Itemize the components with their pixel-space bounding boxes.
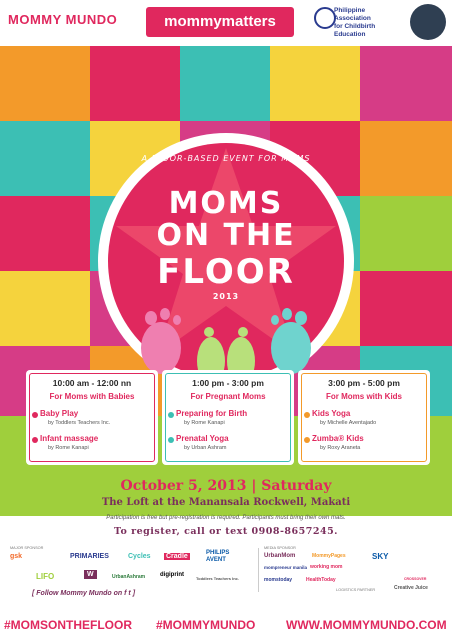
footer-hashtags	[0, 610, 452, 640]
media-logo: HealthToday	[306, 577, 336, 583]
event-tagline: A FLOOR-BASED EVENT FOR MOMS	[141, 154, 311, 163]
activity-name: Baby Play	[40, 409, 79, 418]
sponsor-logo: UrbanAshram	[112, 574, 146, 580]
sponsor-logo: Cycles	[128, 553, 151, 560]
event-title-line-1: MOMS	[168, 186, 284, 221]
sponsors-section	[0, 544, 452, 594]
bg-cell	[360, 271, 452, 346]
bg-cell	[0, 121, 90, 196]
house-logo-icon	[410, 4, 446, 40]
bg-cell	[180, 46, 270, 121]
event-title-line-2: ON THE	[156, 218, 296, 253]
logistics-logo: Creative Juice	[394, 585, 428, 591]
event-date: October 5, 2013 | Saturday	[120, 478, 332, 494]
bg-cell	[0, 196, 90, 271]
bullet-icon	[32, 412, 38, 418]
bg-cell	[0, 46, 90, 121]
sponsor-logo: PHILIPS AVENT	[206, 550, 230, 563]
bg-cell	[360, 196, 452, 271]
sponsor-logo: Cradle	[166, 553, 188, 560]
activity-host: by Rome Kanapi	[48, 445, 89, 451]
poster	[0, 46, 452, 594]
activity-name: Prenatal Yoga	[176, 434, 229, 443]
sponsor-logo: W	[84, 570, 97, 579]
activity-host: by Michelle Aventajado	[320, 420, 377, 426]
major-sponsor-label: MAJOR SPONSOR	[10, 546, 44, 550]
schedule-box-late-afternoon	[298, 370, 430, 465]
schedule-box-afternoon	[162, 370, 294, 465]
schedule-audience: For Pregnant Moms	[190, 392, 266, 401]
activity-host: by Roxy Araneta	[320, 445, 361, 451]
media-logo: UrbanMom	[264, 553, 296, 559]
activity-name: Preparing for Birth	[176, 409, 248, 418]
hashtag-mommymundo[interactable]: #MOMMYMUNDO	[156, 618, 256, 632]
activity-name: Infant massage	[40, 434, 99, 443]
event-title-line-3: FLOOR	[157, 252, 295, 292]
registration-note: Participation is free but pre-registration is required. Participants must bring their own mats.	[106, 515, 346, 521]
media-logo: momstoday	[264, 577, 293, 583]
sponsor-logo: PRIMARIES	[70, 553, 109, 560]
media-logo: MommyPages	[312, 553, 346, 559]
schedule-time: 3:00 pm - 5:00 pm	[328, 378, 400, 388]
pace-mark-icon	[314, 7, 336, 29]
bullet-icon	[168, 437, 174, 443]
pace-logo-text	[334, 7, 375, 39]
sponsor-logo: Toddlers Teachers Inc.	[196, 576, 239, 581]
mommy-matters-logo: mommymatters	[146, 7, 294, 37]
media-logo: SKY	[372, 552, 389, 561]
bg-cell	[90, 46, 180, 121]
pace-logo	[312, 5, 400, 41]
sponsor-logo: gsk	[10, 553, 23, 560]
pace-line-3: for Childbirth	[334, 23, 376, 30]
schedule-time: 1:00 pm - 3:00 pm	[192, 378, 264, 388]
media-logo: mompreneur manila	[264, 565, 308, 570]
sponsor-logo: digiprint	[160, 572, 184, 578]
schedule-box-morning	[26, 370, 158, 465]
hashtag-momsonthefloor[interactable]: #MOMSONTHEFLOOR	[4, 618, 132, 632]
event-title-block	[91, 126, 361, 396]
bg-cell	[360, 121, 452, 196]
sponsor-divider	[258, 548, 259, 592]
logistics-label: LOGISTICS PARTNER	[336, 588, 376, 592]
bg-cell	[270, 46, 360, 121]
bullet-icon	[304, 412, 310, 418]
registration-contact: To register, call or text 0908-8657245.	[113, 526, 338, 537]
bullet-icon	[32, 437, 38, 443]
bullet-icon	[168, 412, 174, 418]
bg-cell	[0, 271, 90, 346]
follow-social-link[interactable]: [ Follow Mommy Mundo on f t ]	[32, 590, 136, 597]
website-link[interactable]: WWW.MOMMYMUNDO.COM	[286, 618, 447, 632]
pace-line-4: Education	[334, 31, 366, 38]
media-logo: working mom	[310, 564, 343, 570]
schedule-audience: For Moms with Babies	[49, 392, 135, 401]
mommy-mundo-logo: MOMMY MUNDO	[8, 12, 118, 27]
sponsor-logo: LIFO	[36, 572, 55, 581]
bullet-icon	[304, 437, 310, 443]
activity-host: by Rome Kanapi	[184, 420, 225, 426]
activity-name: Zumba® Kids	[312, 434, 364, 443]
media-sponsor-label: MEDIA SPONSOR	[264, 546, 296, 550]
sponsor-logo-bar	[0, 0, 452, 46]
activity-host: by Toddlers Teachers Inc.	[48, 420, 111, 426]
schedule-audience: For Moms with Kids	[326, 392, 402, 401]
pace-line-1: Philippine	[334, 7, 366, 14]
event-venue: The Loft at the Manansala Rockwell, Makati	[101, 497, 351, 508]
activity-host: by Urban Ashram	[184, 445, 227, 451]
bg-cell	[360, 46, 452, 121]
pace-line-2: Association	[334, 15, 371, 22]
schedule-time: 10:00 am - 12:00 nn	[52, 378, 132, 388]
media-logo: CROSSOVER	[404, 577, 427, 581]
activity-name: Kids Yoga	[312, 409, 351, 418]
event-year: 2013	[212, 292, 240, 301]
